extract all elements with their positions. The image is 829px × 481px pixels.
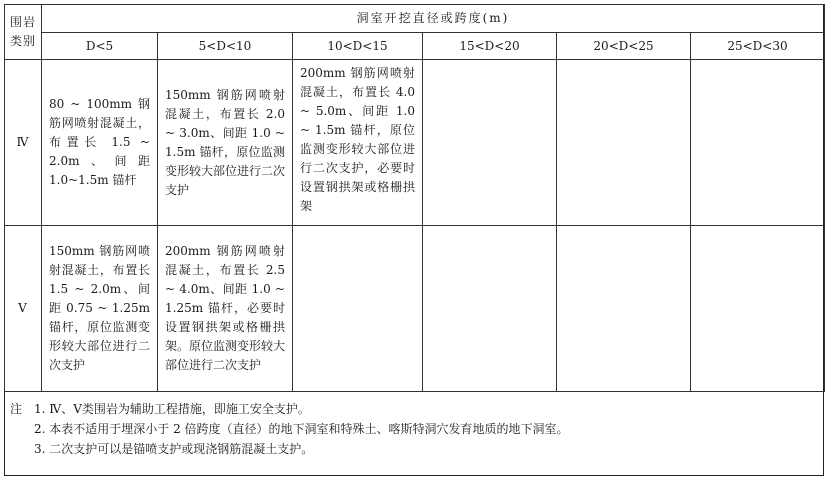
cell-v-20-25 xyxy=(557,226,691,392)
note-item xyxy=(10,419,810,439)
cell-iv-20-25 xyxy=(557,60,691,226)
note-text: 3. 二次支护可以是锚喷支护或现浇钢筋混凝土支护。 xyxy=(34,442,314,456)
column-header-25-30: 25<D<30 xyxy=(691,33,825,60)
cell-iv-5-10: 150mm 钢筋网喷射混凝土，布置长 2.0 ~ 3.0m、间距 1.0 ~ 1.5m 锚杆，原位监测变形较大部位进行二次支护 xyxy=(158,60,293,226)
cell-iv-15-20 xyxy=(423,60,557,226)
table-row xyxy=(5,60,825,226)
note-prefix: 注 xyxy=(10,402,23,416)
rock-class-v: Ⅴ xyxy=(5,226,42,392)
cell-v-5-10: 200mm 钢筋网喷射混凝土，布置长 2.5 ~ 4.0m、间距 1.0 ~ 1.25m 锚杆，必要时设置钢拱架或格栅拱架。原位监测变形较大部位进行二次支护 xyxy=(158,226,293,392)
note-item xyxy=(10,439,810,459)
cell-v-10-15 xyxy=(293,226,423,392)
table-row xyxy=(5,226,825,392)
cell-iv-10-15: 200mm 钢筋网喷射混凝土，布置长 4.0 ~ 5.0m、间距 1.0 ~ 1.5m 锚杆，原位监测变形较大部位进行二次支护，必要时设置钢拱架或格栅拱架 xyxy=(293,60,423,226)
rock-class-iv: Ⅳ xyxy=(5,60,42,226)
note-item xyxy=(10,399,810,419)
span-title: 洞室开挖直径或跨度(m) xyxy=(42,5,825,33)
cell-v-15-20 xyxy=(423,226,557,392)
rock-class-header xyxy=(5,5,42,60)
rock-class-header-line2: 类别 xyxy=(9,34,36,48)
support-parameter-table xyxy=(4,4,825,392)
cell-v-25-30 xyxy=(691,226,825,392)
column-header-15-20: 15<D<20 xyxy=(423,33,557,60)
column-header-5-10: 5<D<10 xyxy=(158,33,293,60)
table-notes xyxy=(10,399,810,459)
column-header-10-15: 10<D<15 xyxy=(293,33,423,60)
column-header-d-lt-5: D<5 xyxy=(42,33,158,60)
column-header-20-25: 20<D<25 xyxy=(557,33,691,60)
rock-class-header-line1: 围岩 xyxy=(9,15,36,29)
note-text: 2. 本表不适用于埋深小于 2 倍跨度（直径）的地下洞室和特殊土、喀斯特洞穴发育地质的地下洞室。 xyxy=(34,422,569,436)
cell-iv-25-30 xyxy=(691,60,825,226)
cell-iv-d-lt-5: 80 ~ 100mm 钢筋网喷射混凝土，布置长 1.5 ~ 2.0m、间距 1.0~1.5m 锚杆 xyxy=(42,60,158,226)
cell-v-d-lt-5: 150mm 钢筋网喷射混凝土，布置长 1.5 ~ 2.0m、间距 0.75 ~ 1.25m 锚杆，原位监测变形较大部位进行二次支护 xyxy=(42,226,158,392)
note-text: 1. Ⅳ、Ⅴ类围岩为辅助工程措施，即施工安全支护。 xyxy=(34,402,310,416)
